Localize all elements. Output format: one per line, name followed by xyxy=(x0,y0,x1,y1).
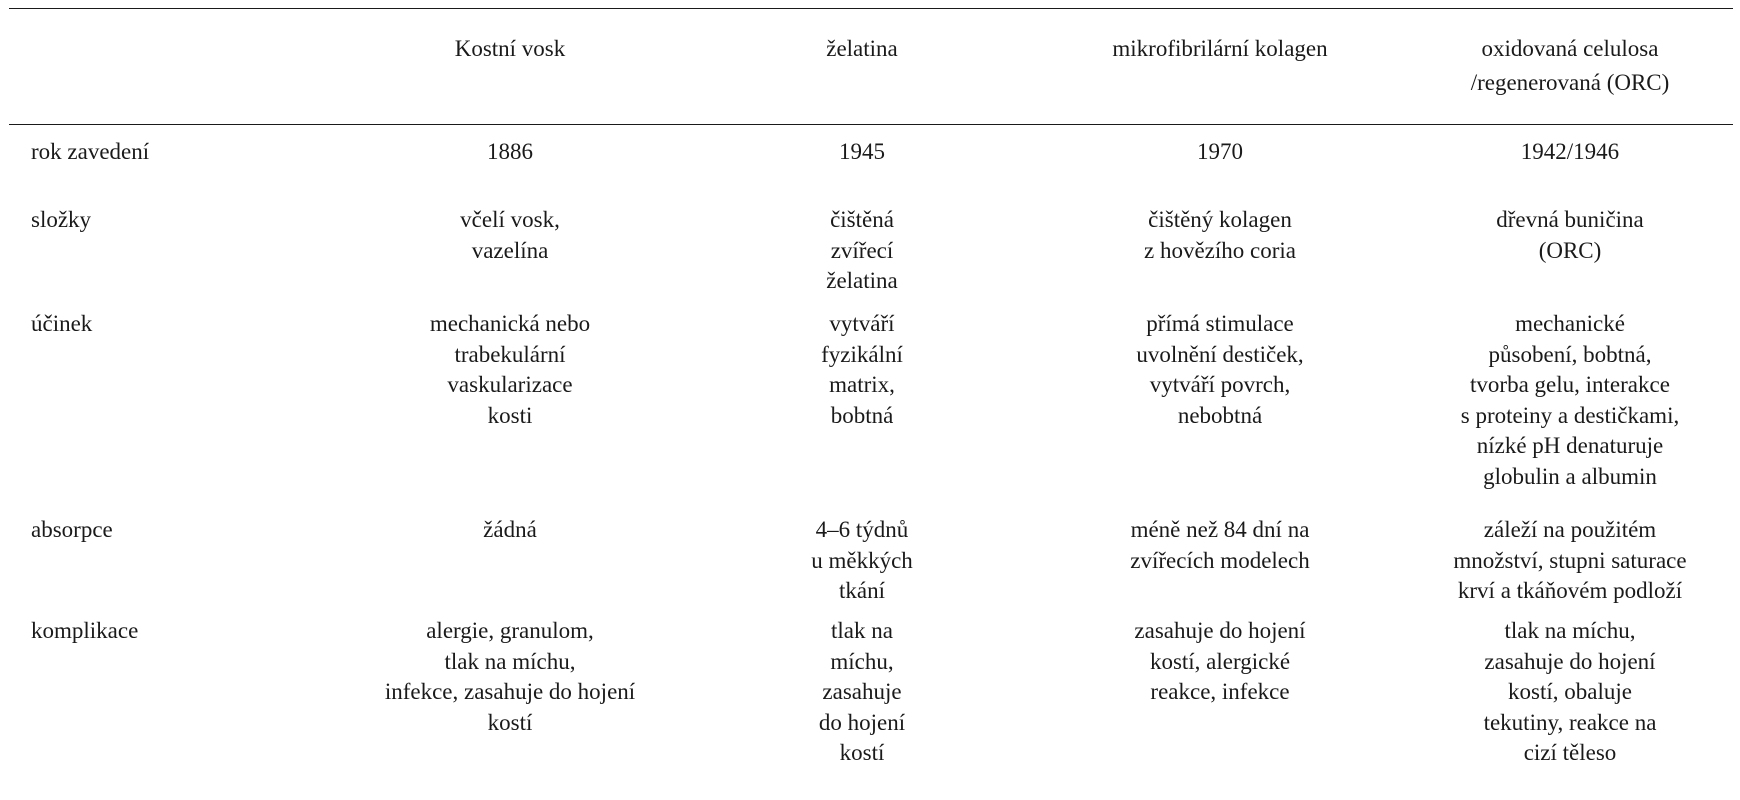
table-cell: alergie, granulom, tlak na míchu, infekce, zasahuje do hojení kostí xyxy=(384,618,636,735)
table-cell: 1942/1946 xyxy=(1520,139,1620,164)
table-cell: čištěná zvířecí želatina xyxy=(826,207,898,293)
row-label-ucinek: účinek xyxy=(31,311,93,336)
table-cell: dřevná buničina (ORC) xyxy=(1496,207,1644,263)
table-cell: zasahuje do hojení kostí, alergické reakce, infekce xyxy=(1134,618,1306,704)
table-cell: 4–6 týdnů u měkkých tkání xyxy=(811,517,913,603)
row-label-slozky: složky xyxy=(31,207,92,232)
table-header-rule xyxy=(9,124,1733,125)
row-label-absorpce: absorpce xyxy=(31,517,113,542)
table-cell: vytváří fyzikální matrix, bobtná xyxy=(821,311,903,428)
table-cell: mechanické působení, bobtná, tvorba gelu, interakce s proteiny a destičkami, nízké pH denaturuje globulin a albumin xyxy=(1460,311,1680,489)
table-top-rule xyxy=(9,8,1733,9)
table-cell: záleží na použitém množství, stupni saturace krví a tkáňovém podloží xyxy=(1453,517,1687,603)
table-cell: mechanická nebo trabekulární vaskularizace kosti xyxy=(429,311,591,428)
table-cell: včelí vosk, vazelína xyxy=(460,207,560,263)
table-cell: 1886 xyxy=(487,139,533,164)
table-cell: 1970 xyxy=(1197,139,1243,164)
table-cell: 1945 xyxy=(839,139,885,164)
column-header-kostni-vosk: Kostní vosk xyxy=(454,36,566,61)
column-header-zelatina: želatina xyxy=(826,36,898,61)
table-cell: tlak na míchu, zasahuje do hojení kostí, obaluje tekutiny, reakce na cizí těleso xyxy=(1483,618,1657,765)
table-cell: tlak na míchu, zasahuje do hojení kostí xyxy=(818,618,906,765)
row-label-rok-zavedeni: rok zavedení xyxy=(31,139,150,164)
table-cell: žádná xyxy=(483,517,537,542)
row-label-komplikace: komplikace xyxy=(31,618,139,643)
table-cell: méně než 84 dní na zvířecích modelech xyxy=(1130,517,1310,573)
column-header-kolagen: mikrofibrilární kolagen xyxy=(1112,36,1328,61)
table-cell: přímá stimulace uvolnění destiček, vytváří povrch, nebobtná xyxy=(1136,311,1304,428)
column-header-orc: oxidovaná celulosa /regenerovaná (ORC) xyxy=(1470,36,1670,95)
table-cell: čištěný kolagen z hovězího coria xyxy=(1144,207,1296,263)
